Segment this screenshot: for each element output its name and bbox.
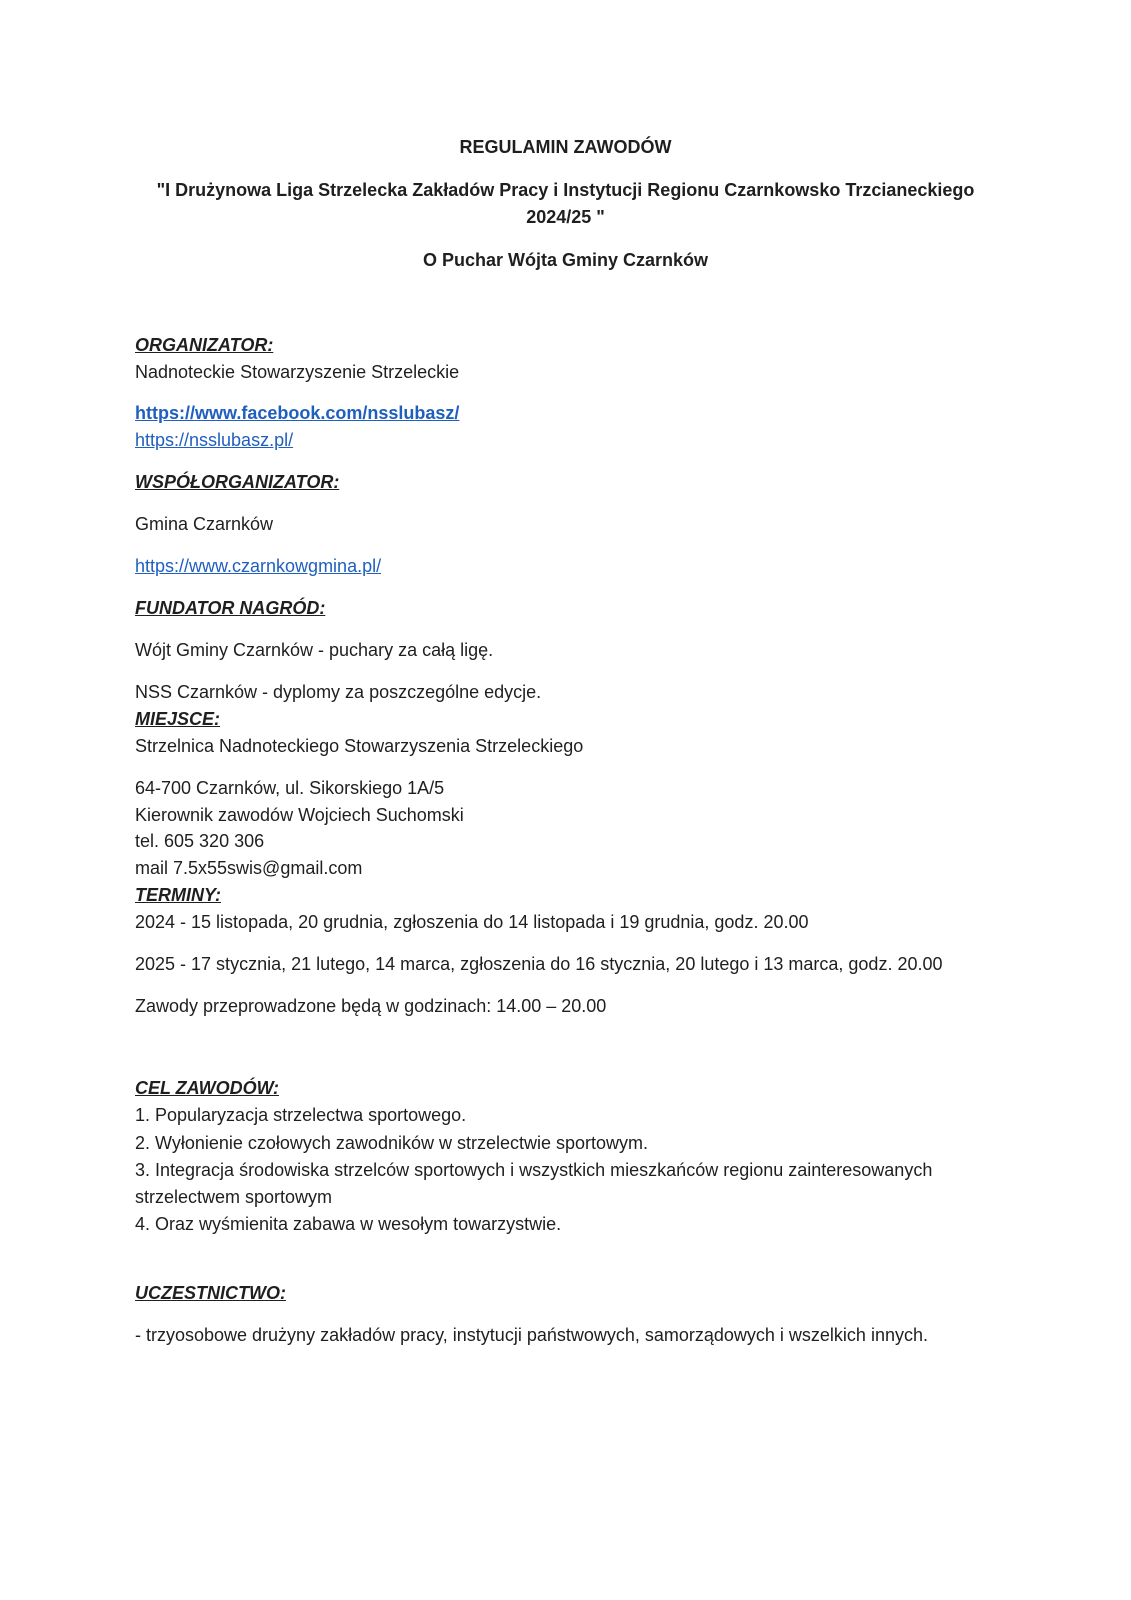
miejsce-manager: Kierownik zawodów Wojciech Suchomski [135,805,464,825]
czarnkowgmina-link[interactable]: https://www.czarnkowgmina.pl/ [135,556,382,576]
uczestnictwo-header: UCZESTNICTWO: [135,1283,286,1303]
wspolorganizator-link-row [135,554,381,578]
fundator-line2: NSS Czarnków - dyplomy za poszczególne edycje. [135,682,542,702]
fundator-line1: Wójt Gminy Czarnków - puchary za całą ligę. [135,640,494,660]
wspolorganizator-name: Gmina Czarnków [135,514,274,534]
wspolorganizator-header: WSPÓŁORGANIZATOR: [135,472,340,492]
document-cup-title: O Puchar Wójta Gminy Czarnków [422,250,709,270]
terminy-header: TERMINY: [135,885,222,905]
cel-header: CEL ZAWODÓW: [135,1078,279,1098]
organizator-facebook-row [135,401,459,425]
organizator-header: ORGANIZATOR: [135,335,274,355]
cel-item-4: 4. Oraz wyśmienita zabawa w wesołym towarzystwie. [135,1214,562,1234]
miejsce-address: 64-700 Czarnków, ul. Sikorskiego 1A/5 [135,778,445,798]
uczestnictwo-line1: - trzyosobowe drużyny zakładów pracy, instytucji państwowych, samorządowych i wszelkich innych. [135,1325,928,1345]
cel-item-3-line1: 3. Integracja środowiska strzelców sportowych i wszystkich mieszkańców regionu zainteresowanych [135,1160,933,1180]
organizator-site-row [135,428,293,452]
organizator-name: Nadnoteckie Stowarzyszenie Strzeleckie [135,362,460,382]
miejsce-header: MIEJSCE: [135,709,221,729]
miejsce-phone: tel. 605 320 306 [135,831,265,851]
facebook-link[interactable]: https://www.facebook.com/nsslubasz/ [135,403,460,423]
cel-item-3-line2: strzelectwem sportowym [135,1187,333,1207]
terminy-2024: 2024 - 15 listopada, 20 grudnia, zgłoszenia do 14 listopada i 19 grudnia, godz. 20.00 [135,912,809,932]
miejsce-line1: Strzelnica Nadnoteckiego Stowarzyszenia Strzeleckiego [135,736,584,756]
terminy-hours: Zawody przeprowadzone będą w godzinach: 14.00 – 20.00 [135,996,607,1016]
nsslubasz-link[interactable]: https://nsslubasz.pl/ [135,430,294,450]
document-title: REGULAMIN ZAWODÓW [459,137,672,157]
miejsce-email: mail 7.5x55swis@gmail.com [135,858,363,878]
cel-item-2: 2. Wyłonienie czołowych zawodników w strzelectwie sportowym. [135,1133,649,1153]
fundator-header: FUNDATOR NAGRÓD: [135,598,326,618]
cel-item-1: 1. Popularyzacja strzelectwa sportowego. [135,1105,467,1125]
terminy-2025: 2025 - 17 stycznia, 21 lutego, 14 marca, zgłoszenia do 16 stycznia, 20 lutego i 13 marca, godz. 20.00 [135,954,943,974]
document-subtitle-line2: 2024/25 " [526,207,605,227]
document-subtitle-line1: "I Drużynowa Liga Strzelecka Zakładów Pracy i Instytucji Regionu Czarnkowsko Trzcianeckiego [156,180,975,200]
